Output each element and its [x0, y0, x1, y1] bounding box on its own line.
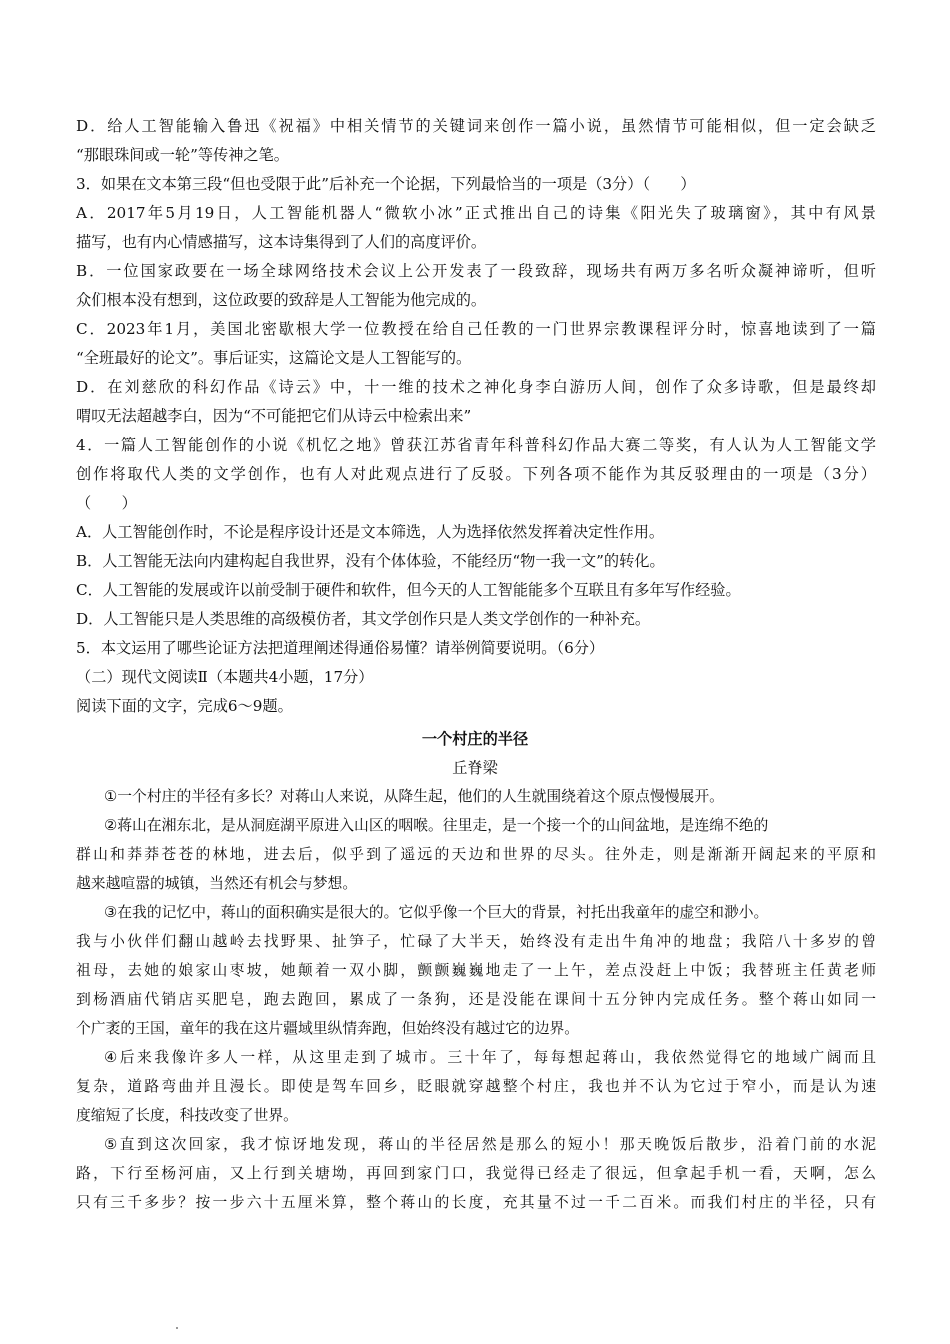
q3-option-b-line-2: 众们根本没有想到，这位政要的致辞是人工智能为他完成的。	[76, 291, 487, 309]
q3-option-b-line-1: B．一位国家政要在一场全球网络技术会议上公开发表了一段致辞，现场共有两万多名听众凝神谛听，但听	[76, 262, 876, 280]
article-title: 一个村庄的半径	[421, 730, 529, 748]
question-3: 3．如果在文本第三段“但也受限于此”后补充一个论据，下列最恰当的一项是（3分）（ ）	[76, 175, 696, 193]
article-line: ⑤直到这次回家，我才惊讶地发现，蒋山的半径居然是那么的短小！那天晚饭后散步，沿着门前的水泥	[104, 1136, 876, 1153]
q3-option-d-line-1: D．在刘慈欣的科幻作品《诗云》中，十一维的技术之神化身李白游历人间，创作了众多诗歌，但是最终却	[76, 378, 876, 396]
article-line: 群山和莽莽苍苍的林地，进去后，似乎到了遥远的天边和世界的尽头。往外走，则是渐渐开阔起来的平原和	[76, 846, 876, 863]
question-4-line-2: 创作将取代人类的文学创作，也有人对此观点进行了反驳。下列各项不能作为其反驳理由的一项是（3分）	[76, 465, 876, 483]
q4-option-c: C．人工智能的发展或许以前受制于硬件和软件，但今天的人工智能能多个互联且有多年写作经验。	[76, 581, 741, 599]
question-4-line-3: （ ）	[76, 494, 137, 512]
article-line: 只有三千多步？按一步六十五厘米算，整个蒋山的长度，充其量不过一千二百米。而我们村庄的半径，只有	[76, 1194, 876, 1211]
article-line: ①一个村庄的半径有多长？对蒋山人来说，从降生起，他们的人生就围绕着这个原点慢慢展开。	[104, 788, 724, 805]
q4-option-a: A．人工智能创作时，不论是程序设计还是文本筛选，人为选择依然发挥着决定性作用。	[76, 523, 665, 541]
q3-option-d-line-2: 喟叹无法超越李白，因为“不可能把它们从诗云中检索出来”	[76, 407, 472, 425]
article-line: ③在我的记忆中，蒋山的面积确实是很大的。它似乎像一个巨大的背景，衬托出我童年的虚空和渺小。	[104, 904, 769, 921]
q4-option-b: B．人工智能无法向内建构起自我世界，没有个体体验，不能经历“物一我一文”的转化。	[76, 552, 665, 570]
q4-option-d: D．人工智能只是人类思维的高级模仿者，其文学创作只是人类文学创作的一种补充。	[76, 610, 651, 628]
article-line: 个广袤的王国，童年的我在这片疆域里纵情奔跑，但始终没有越过它的边界。	[76, 1020, 580, 1037]
article-line: 越来越喧嚣的城镇，当然还有机会与梦想。	[76, 875, 358, 892]
article-author: 丘脊梁	[452, 759, 498, 777]
article-line: 我与小伙伴们翻山越岭去找野果、扯笋子，忙碌了大半天，始终没有走出牛角冲的地盘；我陪八十多岁的曾	[76, 933, 876, 950]
option-d-line-1: D．给人工智能输入鲁迅《祝福》中相关情节的关键词来创作一篇小说，虽然情节可能相似，但一定会缺乏	[76, 117, 876, 135]
section-heading: （二）现代文阅读Ⅱ（本题共4小题，17分）	[76, 668, 374, 686]
q3-option-a-line-2: 描写，也有内心情感描写，这本诗集得到了人们的高度评价。	[76, 233, 487, 251]
article-line: ④后来我像许多人一样，从这里走到了城市。三十年了，每每想起蒋山，我依然觉得它的地域广阔而且	[104, 1049, 876, 1066]
question-5: 5．本文运用了哪些论证方法把道理阐述得通俗易懂？请举例简要说明。（6分）	[76, 639, 605, 657]
article-line: 到杨酒庙代销店买肥皂，跑去跑回，累成了一条狗，还是没能在课间十五分钟内完成任务。整个蒋山如同一	[76, 991, 876, 1008]
article-line: ②蒋山在湘东北，是从洞庭湖平原进入山区的咽喉。往里走，是一个接一个的山间盆地，是连绵不绝的	[104, 817, 769, 834]
article-line: 度缩短了长度，科技改变了世界。	[76, 1107, 298, 1124]
article-line: 祖母，去她的娘家山枣坡，她颠着一双小脚，颤颤巍巍地走了一上午，差点没赶上中饭；我替班主任黄老师	[76, 962, 876, 979]
q3-option-a-line-1: A．2017年5月19日，人工智能机器人“微软小冰”正式推出自己的诗集《阳光失了玻璃窗》，其中有风景	[76, 204, 876, 222]
article-line: 复杂，道路弯曲并且漫长。即使是驾车回乡，眨眼就穿越整个村庄，我也并不认为它过于窄小，而是认为速	[76, 1078, 876, 1095]
article-line: 路，下行至杨河庙，又上行到关塘坳，再回到家门口，我觉得已经走了很远，但拿起手机一看，天啊，怎么	[76, 1165, 876, 1182]
question-4-line-1: 4．一篇人工智能创作的小说《机忆之地》曾获江苏省青年科普科幻作品大赛二等奖，有人认为人工智能文学	[76, 436, 876, 454]
reading-instruction: 阅读下面的文字，完成6～9题。	[76, 697, 293, 715]
q3-option-c-line-2: “全班最好的论文”。事后证实，这篇论文是人工智能写的。	[76, 349, 472, 367]
q3-option-c-line-1: C．2023年1月，美国北密歇根大学一位教授在给自己任教的一门世界宗教课程评分时，惊喜地读到了一篇	[76, 320, 876, 338]
page-mark	[176, 1327, 178, 1329]
option-d-line-2: “那眼珠间或一轮”等传神之笔。	[76, 146, 289, 164]
